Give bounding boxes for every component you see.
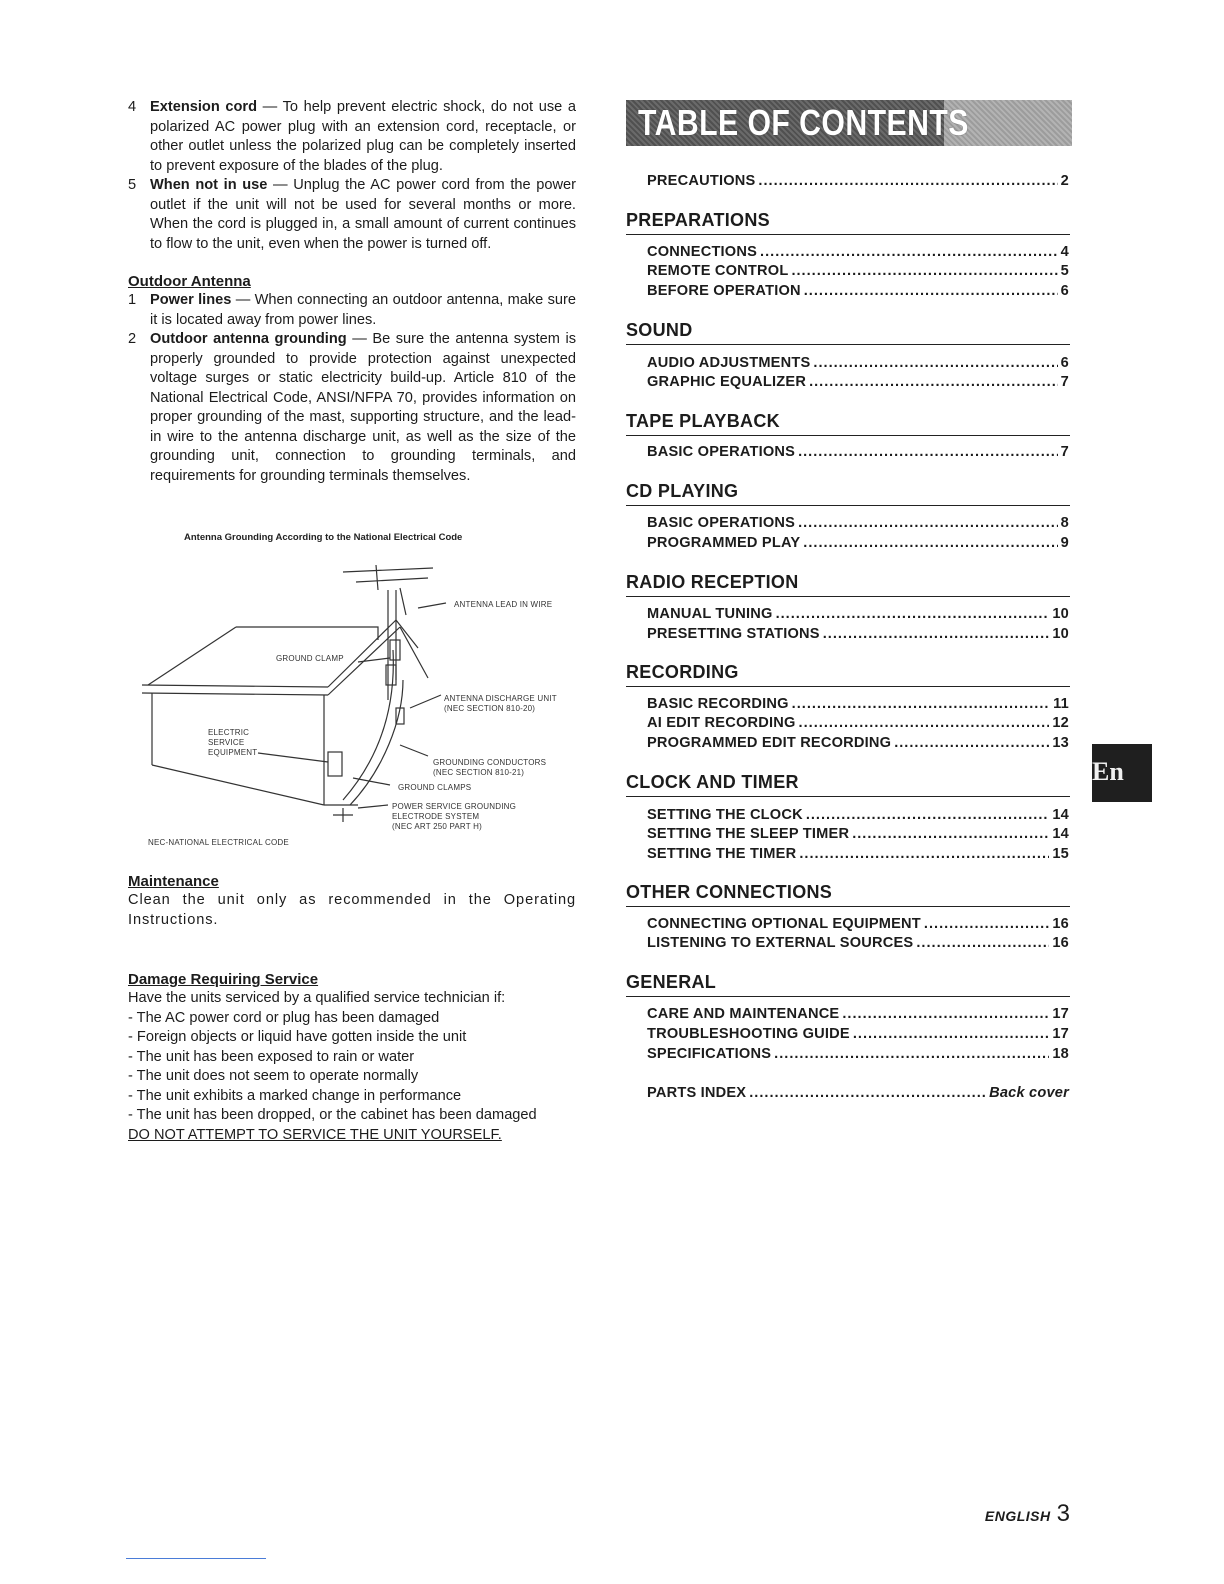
- toc-entry[interactable]: [647, 806, 1069, 826]
- label-nec-art: (NEC ART 250 PART H): [392, 822, 482, 831]
- list-item: - The unit has been exposed to rain or water: [128, 1048, 415, 1065]
- toc-entry-page: 4: [1060, 244, 1069, 260]
- toc-entry[interactable]: [647, 534, 1069, 554]
- toc-entry[interactable]: [647, 373, 1069, 393]
- toc-entry-label: AI EDIT RECORDING: [647, 715, 796, 731]
- toc-banner: [626, 100, 1072, 146]
- damage-heading: Damage Requiring Service: [128, 971, 319, 988]
- toc-entry-parts-index[interactable]: [647, 1084, 1069, 1104]
- toc-entry-page: 14: [1052, 826, 1069, 842]
- label-service: SERVICE: [208, 738, 245, 747]
- page-footer: [985, 1500, 1070, 1528]
- toc-entry[interactable]: [647, 282, 1069, 302]
- toc-entry-label: PARTS INDEX: [647, 1085, 747, 1101]
- toc-entry-label: MANUAL TUNING: [647, 606, 773, 622]
- item-text: — Unplug the AC power cord from the power outlet if the unit will not be used for several months or more. When the cord is plugged in, a small amount of current continues to flow to the unit, even when the power is turned off.: [150, 177, 576, 252]
- toc-entry-label: BASIC OPERATIONS: [647, 444, 796, 460]
- toc-entry-label: LISTENING TO EXTERNAL SOURCES: [647, 935, 914, 951]
- toc-entry-label: BEFORE OPERATION: [647, 283, 801, 299]
- label-nec: NEC-NATIONAL ELECTRICAL CODE: [148, 838, 289, 847]
- toc-entry[interactable]: [647, 443, 1069, 463]
- toc-entry-page: 7: [1060, 444, 1069, 460]
- toc-entry-page: 13: [1052, 735, 1069, 751]
- toc-entry-label: PROGRAMMED PLAY: [647, 535, 801, 551]
- diagram-title: Antenna Grounding According to the National Electrical Code: [184, 532, 463, 543]
- item-antenna-grounding: [128, 330, 576, 486]
- toc-entry-label: SETTING THE TIMER: [647, 846, 797, 862]
- toc-entry-precautions[interactable]: [647, 172, 1069, 192]
- toc-entry-label: CONNECTIONS: [647, 244, 758, 260]
- item-number: 1: [128, 292, 137, 308]
- toc-entry-label: SETTING THE CLOCK: [647, 807, 803, 823]
- item-term: When not in use: [150, 177, 268, 193]
- maintenance-heading: Maintenance: [128, 873, 219, 890]
- list-item: - The unit does not seem to operate normally: [128, 1068, 419, 1084]
- footer-language: ENGLISH: [984, 1508, 1051, 1524]
- toc-entry-label: PROGRAMMED EDIT RECORDING: [647, 735, 892, 751]
- toc-entry-page: 6: [1060, 283, 1069, 299]
- item-number: 4: [128, 99, 137, 115]
- toc-entry-page: 5: [1060, 263, 1069, 279]
- toc-entry-label: PRESETTING STATIONS: [647, 626, 820, 642]
- item-extension-cord: [128, 98, 576, 176]
- toc-entry-label: REMOTE CONTROL: [647, 263, 789, 279]
- toc-entry-page: 17: [1052, 1006, 1069, 1022]
- toc-entry[interactable]: [647, 605, 1069, 625]
- item-number: 5: [128, 177, 137, 193]
- toc-entry-page: 12: [1052, 715, 1069, 731]
- toc-heading-preparations: PREPARATIONS: [626, 209, 1070, 235]
- toc-entry-page: 16: [1052, 935, 1069, 951]
- item-power-lines: [128, 291, 576, 330]
- label-conductors-section: (NEC SECTION 810-21): [433, 768, 525, 777]
- toc-entry[interactable]: [647, 714, 1069, 734]
- label-electrode-system: ELECTRODE SYSTEM: [392, 812, 480, 821]
- damage-section: [128, 970, 588, 1145]
- list-item: - The AC power cord or plug has been damaged: [128, 1009, 440, 1026]
- label-equipment: EQUIPMENT: [208, 748, 258, 757]
- label-grounding-conductors: GROUNDING CONDUCTORS: [433, 758, 547, 767]
- toc-entry[interactable]: [647, 845, 1069, 865]
- toc-entry[interactable]: [647, 625, 1069, 645]
- toc-entry-page: 10: [1052, 626, 1069, 642]
- toc-entry-page: 17: [1052, 1026, 1069, 1042]
- toc-heading-recording: RECORDING: [626, 661, 1070, 687]
- service-warning: DO NOT ATTEMPT TO SERVICE THE UNIT YOURSELF.: [128, 1126, 502, 1143]
- toc-entry-label: SPECIFICATIONS: [647, 1046, 772, 1062]
- label-ground-clamps: GROUND CLAMPS: [398, 783, 472, 792]
- item-term: Extension cord: [150, 99, 258, 115]
- language-tab-label: En: [1092, 757, 1124, 786]
- maintenance-section: [128, 872, 576, 930]
- toc-entry-label: BASIC OPERATIONS: [647, 515, 796, 531]
- toc-entry[interactable]: [647, 243, 1069, 263]
- label-ground-clamp: GROUND CLAMP: [276, 654, 344, 663]
- toc-entry[interactable]: [647, 1005, 1069, 1025]
- item-text: — When connecting an outdoor antenna, make sure it is located away from power lines.: [150, 292, 576, 328]
- toc-entry[interactable]: [647, 514, 1069, 534]
- toc-entry[interactable]: [647, 1045, 1069, 1065]
- toc-entry-label: TROUBLESHOOTING GUIDE: [647, 1026, 850, 1042]
- toc-entry-page: 15: [1052, 846, 1069, 862]
- toc-title: TABLE OF CONTENTS: [638, 102, 969, 143]
- toc-entry[interactable]: [647, 734, 1069, 754]
- toc-entry-page: 2: [1060, 173, 1069, 189]
- item-term: Outdoor antenna grounding: [150, 331, 347, 347]
- toc-entry[interactable]: [647, 1025, 1069, 1045]
- list-item: - The unit exhibits a marked change in performance: [128, 1087, 462, 1104]
- toc-entry-label: GRAPHIC EQUALIZER: [647, 374, 807, 390]
- left-column: [128, 98, 576, 486]
- label-discharge-section: (NEC SECTION 810-20): [444, 704, 536, 713]
- toc-entry-label: BASIC RECORDING: [647, 696, 789, 712]
- label-power-service: POWER SERVICE GROUNDING: [392, 802, 517, 811]
- toc-entry[interactable]: [647, 695, 1069, 715]
- maintenance-text: Clean the unit only as recommended in the Operating Instructions.: [128, 892, 576, 928]
- toc-entry[interactable]: [647, 262, 1069, 282]
- toc-entry-page: 14: [1052, 807, 1069, 823]
- toc-heading-sound: SOUND: [626, 319, 1070, 345]
- toc-heading-other-connections: OTHER CONNECTIONS: [626, 881, 1070, 907]
- toc-entry[interactable]: [647, 354, 1069, 374]
- antenna-grounding-diagram: [128, 530, 588, 860]
- toc-entry[interactable]: [647, 825, 1069, 845]
- label-lead-in-wire: ANTENNA LEAD IN WIRE: [454, 600, 553, 609]
- toc-entry-page: 6: [1060, 355, 1069, 371]
- toc-heading-cd-playing: CD PLAYING: [626, 480, 1070, 506]
- item-term: Power lines: [150, 292, 232, 308]
- toc-entry-label: CONNECTING OPTIONAL EQUIPMENT: [647, 916, 921, 932]
- item-text: — To help prevent electric shock, do not use a polarized AC power plug with an extension cord, receptacle, or other outlet unless the polarized plug can be completely inserted to prevent exposure of the blades of the plug.: [150, 99, 576, 174]
- toc-entry-label: AUDIO ADJUSTMENTS: [647, 355, 811, 371]
- toc-heading-tape-playback: TAPE PLAYBACK: [626, 410, 1070, 436]
- list-item: - Foreign objects or liquid have gotten inside the unit: [128, 1029, 467, 1045]
- toc-entry-label: PRECAUTIONS: [647, 173, 756, 189]
- toc-entry-page: 7: [1060, 374, 1069, 390]
- toc-entry-page: 10: [1052, 606, 1069, 622]
- page-number: 3: [1056, 1500, 1070, 1527]
- toc-entry-label: CARE AND MAINTENANCE: [647, 1006, 840, 1022]
- divider: [126, 1558, 266, 1559]
- item-number: 2: [128, 331, 137, 347]
- toc-entry[interactable]: [647, 915, 1069, 935]
- damage-intro: Have the units serviced by a qualified service technician if:: [128, 990, 506, 1006]
- toc-entry-page: 8: [1060, 515, 1069, 531]
- label-electric: ELECTRIC: [208, 728, 250, 737]
- list-item: - The unit has been dropped, or the cabinet has been damaged: [128, 1107, 537, 1123]
- toc-entry-page: 11: [1053, 696, 1069, 712]
- label-discharge-unit: ANTENNA DISCHARGE UNIT: [444, 694, 557, 703]
- toc-heading-clock-and-timer: CLOCK AND TIMER: [626, 771, 1070, 797]
- toc-entry-label: SETTING THE SLEEP TIMER: [647, 826, 850, 842]
- toc-entry-page: 18: [1052, 1046, 1069, 1062]
- toc-heading-radio-reception: RADIO RECEPTION: [626, 571, 1070, 597]
- outdoor-antenna-heading: Outdoor Antenna: [128, 273, 251, 290]
- toc-entry[interactable]: [647, 934, 1069, 954]
- item-text: — Be sure the antenna system is properly grounded to provide protection against unexpected voltage surges or static electricity build-up. Article 810 of the National Electrical Code, ANSI/NFPA 70, provides information on proper grounding of the mast, supporting structure, and the lead-in wire to the antenna discharge unit, as well as the size of the grounding unit, connection to grounding terminals, and requirements for grounding terminals themselves.: [150, 331, 576, 484]
- toc-entry-page: 9: [1060, 535, 1069, 551]
- toc-heading-general: GENERAL: [626, 971, 1070, 997]
- language-tab: [1092, 744, 1152, 802]
- toc-entry-page: Back cover: [989, 1085, 1069, 1101]
- item-when-not-in-use: [128, 176, 576, 254]
- toc-entry-page: 16: [1052, 916, 1069, 932]
